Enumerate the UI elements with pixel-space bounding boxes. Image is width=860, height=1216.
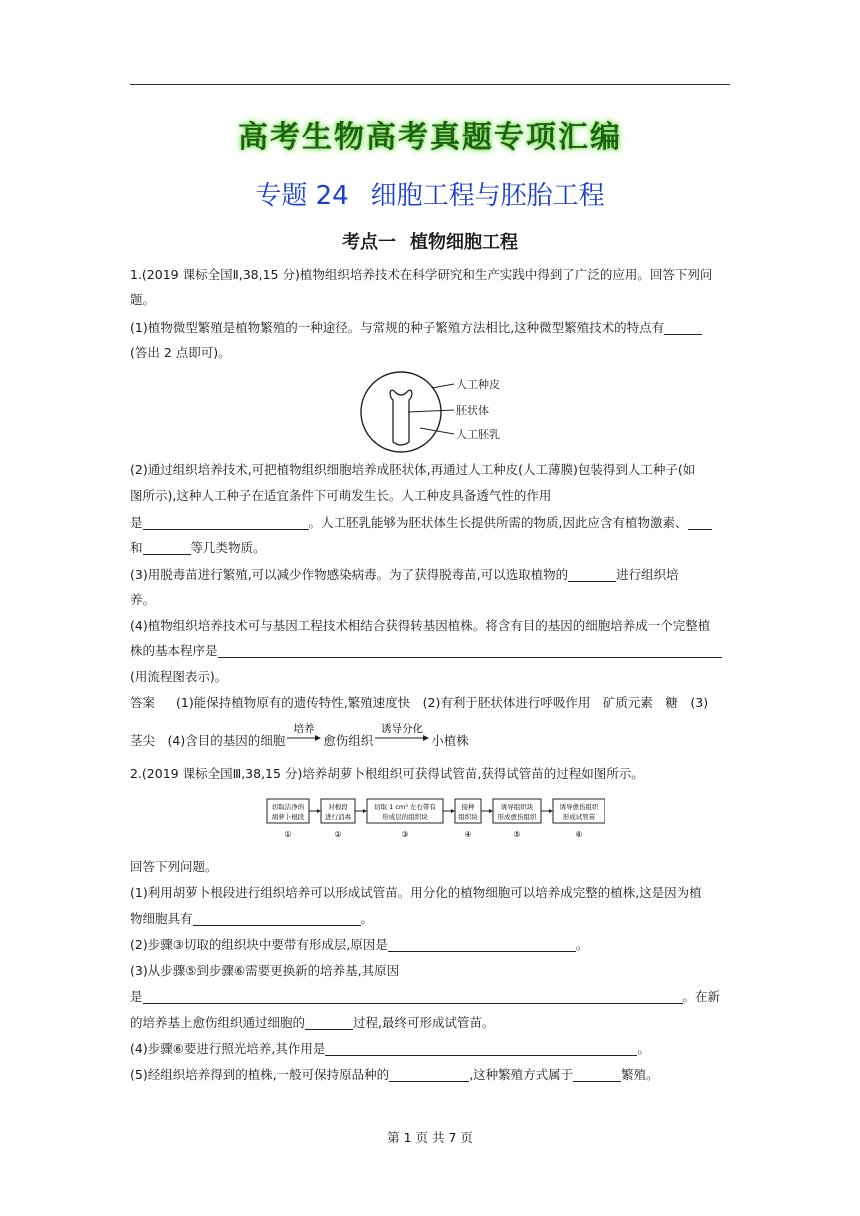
flow-arrow-head [317,809,321,813]
q1-part2-line3 [130,514,730,532]
section-title [0,228,860,254]
flow-step-1 [267,799,309,839]
answer-text: 茎尖 (4)含目的基因的细胞 [130,733,286,748]
q2-part2 [130,936,730,954]
artificial-seed-figure [358,370,518,454]
label-artificial-coat: 人工种皮 [456,378,500,391]
answer-blank[interactable] [305,1015,353,1030]
arrow-culture-label: 培养 [293,723,315,735]
answer-blank[interactable] [325,1041,637,1056]
q1-part2-line1: (2)通过组织培养技术,可把植物组织细胞培养成胚状体,再通过人工种皮(人工薄膜)包装得到人工种子(如 [130,462,696,477]
q1-stem-line1: 1.(2019 课标全国Ⅱ,38,15 分)植物组织培养技术在科学研究和生产实践中得到了广泛的应用。回答下列问 [130,267,713,282]
q2-part1-line1: (1)利用胡萝卜根段进行组织培养可以形成试管苗。用分化的植物细胞可以培养成完整的植株,这是因为植 [130,885,702,900]
answer-blank[interactable] [389,1067,469,1082]
section-text: 植物细胞工程 [410,232,518,253]
topic-number: 专题 24 [255,181,349,211]
answer-blank[interactable] [573,1067,621,1082]
page-footer: 第 1 页 共 7 页 [387,1130,473,1145]
section-number: 考点一 [342,232,396,253]
flow-step-text: 诱导组织块 [500,803,534,811]
flow-step-2 [321,799,355,839]
flow-step-text: 切取洁净的 [271,803,305,811]
q1-part1-line1 [130,319,730,337]
flow-step-4 [455,799,481,839]
answer-blank[interactable] [688,515,712,530]
leader-line-coat [432,384,454,388]
answer-blank[interactable] [193,911,361,926]
label-embryoid: 胚状体 [456,404,489,417]
flow-step-text: 进行消毒 [325,813,351,821]
flow-step-text: 对根段 [328,803,348,811]
q1-part3-line2: 养。 [130,592,156,607]
q2-part3-line2 [130,988,730,1006]
text-fragment: 的培养基上愈伤组织通过细胞的 [130,1015,306,1030]
q1-part1-text: (1)植物微型繁殖是植物繁殖的一种途径。与常规的种子繁殖方法相比,这种微型繁殖技术的特点有 [130,320,665,335]
answer-blank[interactable] [143,515,309,530]
answer-text: (1)能保持植物原有的遗传特性,繁殖速度快 (2)有利于胚状体进行呼吸作用 矿质元素 糖 (3) [176,695,709,710]
answer-blank[interactable] [143,989,683,1004]
arrow-icon [373,722,431,750]
q1-part2-line2: 图所示),这种人工种子在适宜条件下可萌发生长。人工种皮具备透气性的作用 [130,488,552,503]
flow-step-number: ⑤ [513,830,521,839]
text-fragment: 。 [575,937,589,952]
flow-step-number: ⑥ [575,830,583,839]
text-fragment: 繁殖。 [621,1067,659,1082]
text-fragment: (3)用脱毒苗进行繁殖,可以减少作物感染病毒。为了获得脱毒苗,可以选取植物的 [130,567,569,582]
flow-step-number: ① [284,830,292,839]
flow-step-number: ② [334,830,342,839]
q1-part2-line4 [130,539,730,557]
flow-arrow-head [489,809,493,813]
text-fragment: 过程,最终可形成试管苗。 [353,1015,495,1030]
text-fragment: 进行组织培 [616,567,679,582]
answer-line2 [130,722,730,752]
answer-text: 愈伤组织 [323,733,374,748]
flow-step-3 [367,799,443,839]
answer-blank[interactable] [568,567,616,582]
q2-part5 [130,1066,730,1084]
text-fragment: 。 [637,1041,650,1056]
arrow-induce-label: 诱导分化 [381,723,424,735]
text-fragment: 物细胞具有 [130,911,193,926]
q2-stem: 2.(2019 课标全国Ⅲ,38,15 分)培养胡萝卜根组织可获得试管苗,获得试管苗的过程如图所示。 [130,766,644,781]
q2-part4 [130,1040,730,1058]
q1-part3-line1 [130,566,730,584]
q2-part1-line2 [130,910,730,928]
flow-step-text: 接种 [461,803,475,811]
arrow-culture [285,722,323,750]
answer-line1 [130,694,730,712]
answer-blank[interactable] [143,540,191,555]
embryoid-shape [390,390,412,445]
text-fragment: 等几类物质。 [190,540,266,555]
topic-title [0,175,860,212]
flow-arrow-head [363,809,367,813]
answer-blank[interactable] [218,643,722,658]
arrow-icon [285,722,323,750]
flow-step-text: 形成层的组织块 [382,813,428,821]
flow-step-text: 诱导愈伤组织 [559,803,599,811]
q2-part3-line3 [130,1014,730,1032]
flow-step-text: 形成试管苗 [562,813,596,821]
flow-step-number: ③ [401,830,409,839]
q1-part4-line3: (用流程图表示)。 [130,669,228,684]
q2-part3-line1: (3)从步骤⑤到步骤⑥需要更换新的培养基,其原因 [130,963,400,978]
label-artificial-endosperm: 人工胚乳 [456,428,500,441]
text-fragment: (2)步骤③切取的组织块中要带有形成层,原因是 [130,937,388,952]
text-fragment: (5)经组织培养得到的植株,一般可保持原品种的 [130,1067,390,1082]
flow-step-5 [493,799,541,839]
answer-blank[interactable] [388,937,576,952]
q2-intro: 回答下列问题。 [130,859,218,874]
q1-part4-line2 [130,642,730,660]
flow-step-text: 组织块 [458,813,478,821]
text-fragment: 是 [130,989,143,1004]
page-title: 高考生物高考真题专项汇编 [238,120,622,155]
q1-stem-line2: 题。 [130,292,156,307]
topic-text: 细胞工程与胚胎工程 [370,181,605,211]
q1-part4-line1: (4)植物组织培养技术可与基因工程技术相结合获得转基因植株。将含有目的基因的细胞培养成一个完整植 [130,618,711,633]
flow-step-text: 胡萝卜根段 [271,813,305,821]
flow-step-number: ④ [464,830,472,839]
arrow-induce [373,722,431,750]
q1-part1-line2: (答出 2 点即可)。 [130,345,231,360]
answer-text: 小植株 [431,733,469,748]
tissue-culture-flowchart [265,797,605,841]
text-fragment: 。在新 [682,989,721,1004]
answer-blank[interactable] [664,320,702,335]
text-fragment: 是 [130,515,143,530]
text-fragment: 和 [130,540,143,555]
flow-arrow-head [549,809,553,813]
text-fragment: 。 [360,911,374,926]
flow-step-text: 形成愈伤组织 [497,813,537,821]
header-rule [130,84,730,85]
flow-arrow-head [451,809,455,813]
flow-step-text: 切取 1 cm³ 左右带有 [374,803,436,811]
answer-label: 答案 [130,695,156,710]
text-fragment: (4)步骤⑥要进行照光培养,其作用是 [130,1041,326,1056]
flow-step-6 [553,799,605,839]
text-fragment: 。人工胚乳能够为胚状体生长提供所需的物质,因此应含有植物激素、 [308,515,688,530]
text-fragment: ,这种繁殖方式属于 [469,1067,574,1082]
text-fragment: 株的基本程序是 [130,643,218,658]
